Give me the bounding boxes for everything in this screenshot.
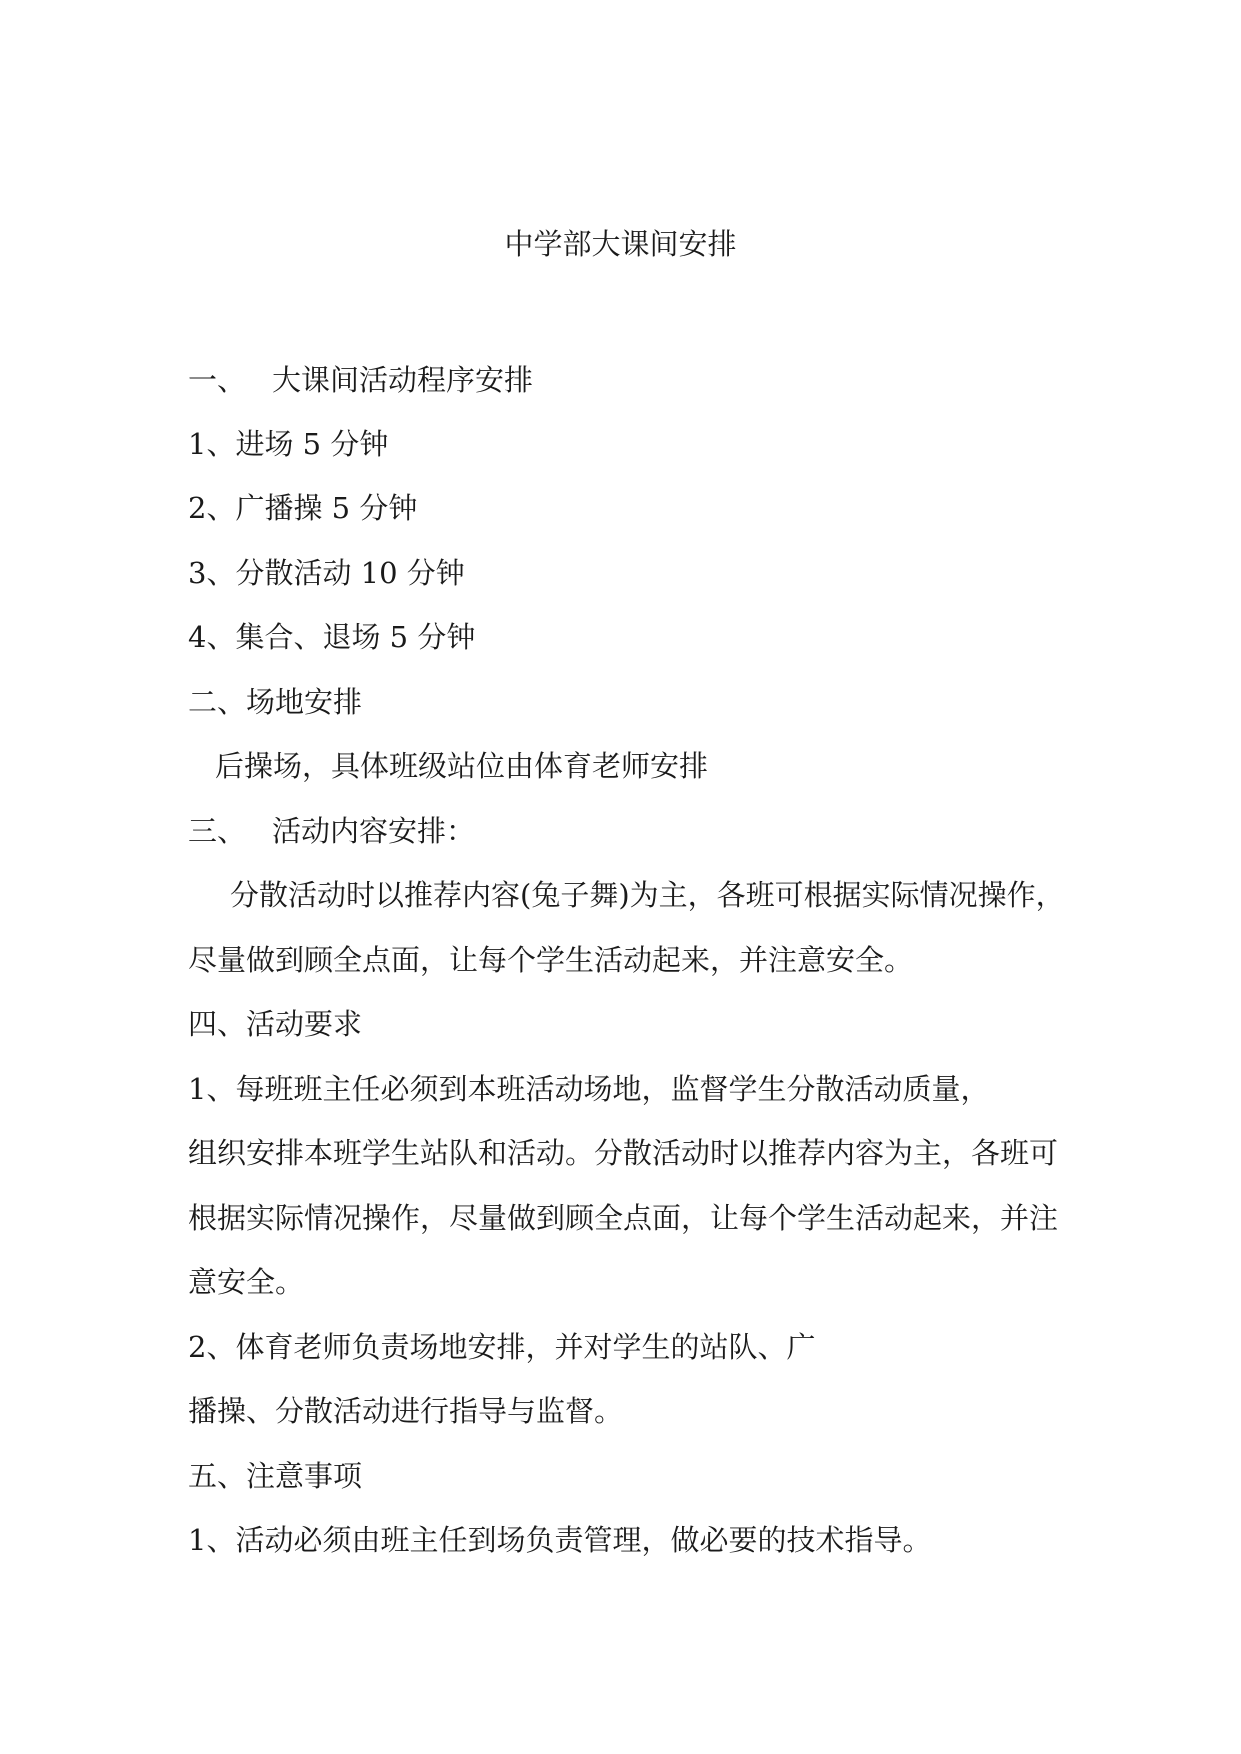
section4-line: 意安全。 <box>188 1265 305 1299</box>
section4-line: 组织安排本班学生站队和活动。分散活动时以推荐内容为主，各班可 <box>188 1136 1059 1170</box>
section3-heading <box>188 811 475 851</box>
section4-line: 播操、分散活动进行指导与监督。 <box>188 1394 624 1428</box>
section4-line: 根据实际情况操作，尽量做到顾全点面，让每个学生活动起来，并注 <box>188 1201 1059 1235</box>
section1-item: 1、进场 5 分钟 <box>188 427 389 461</box>
section1-item: 2、广播操 5 分钟 <box>188 491 418 525</box>
section3-body-line: 尽量做到顾全点面，让每个学生活动起来，并注意安全。 <box>188 943 914 977</box>
section4-heading: 四、活动要求 <box>188 1007 363 1041</box>
section1-heading <box>188 360 533 400</box>
section2-body: 后操场，具体班级站位由体育老师安排 <box>215 749 709 783</box>
section1-item: 4、集合、退场 5 分钟 <box>188 620 476 654</box>
section1-item: 3、分散活动 10 分钟 <box>188 556 465 590</box>
document-title: 中学部大课间安排 <box>504 227 737 261</box>
section3-heading-text: 活动内容安排： <box>272 814 476 848</box>
section3-heading-number: 三、 <box>188 814 247 848</box>
section3-body-line: 分散活动时以推荐内容(兔子舞)为主，各班可根据实际情况操作， <box>230 878 1065 912</box>
section4-line: 2、体育老师负责场地安排，并对学生的站队、广 <box>188 1330 816 1364</box>
section1-heading-text: 大课间活动程序安排 <box>272 363 534 397</box>
section4-line: 1、每班班主任必须到本班活动场地，监督学生分散活动质量， <box>188 1072 990 1106</box>
section5-heading: 五、注意事项 <box>188 1459 363 1493</box>
section5-line: 1、活动必须由班主任到场负责管理，做必要的技术指导。 <box>188 1523 932 1557</box>
section1-heading-number: 一、 <box>188 363 247 397</box>
section2-heading: 二、场地安排 <box>188 685 363 719</box>
